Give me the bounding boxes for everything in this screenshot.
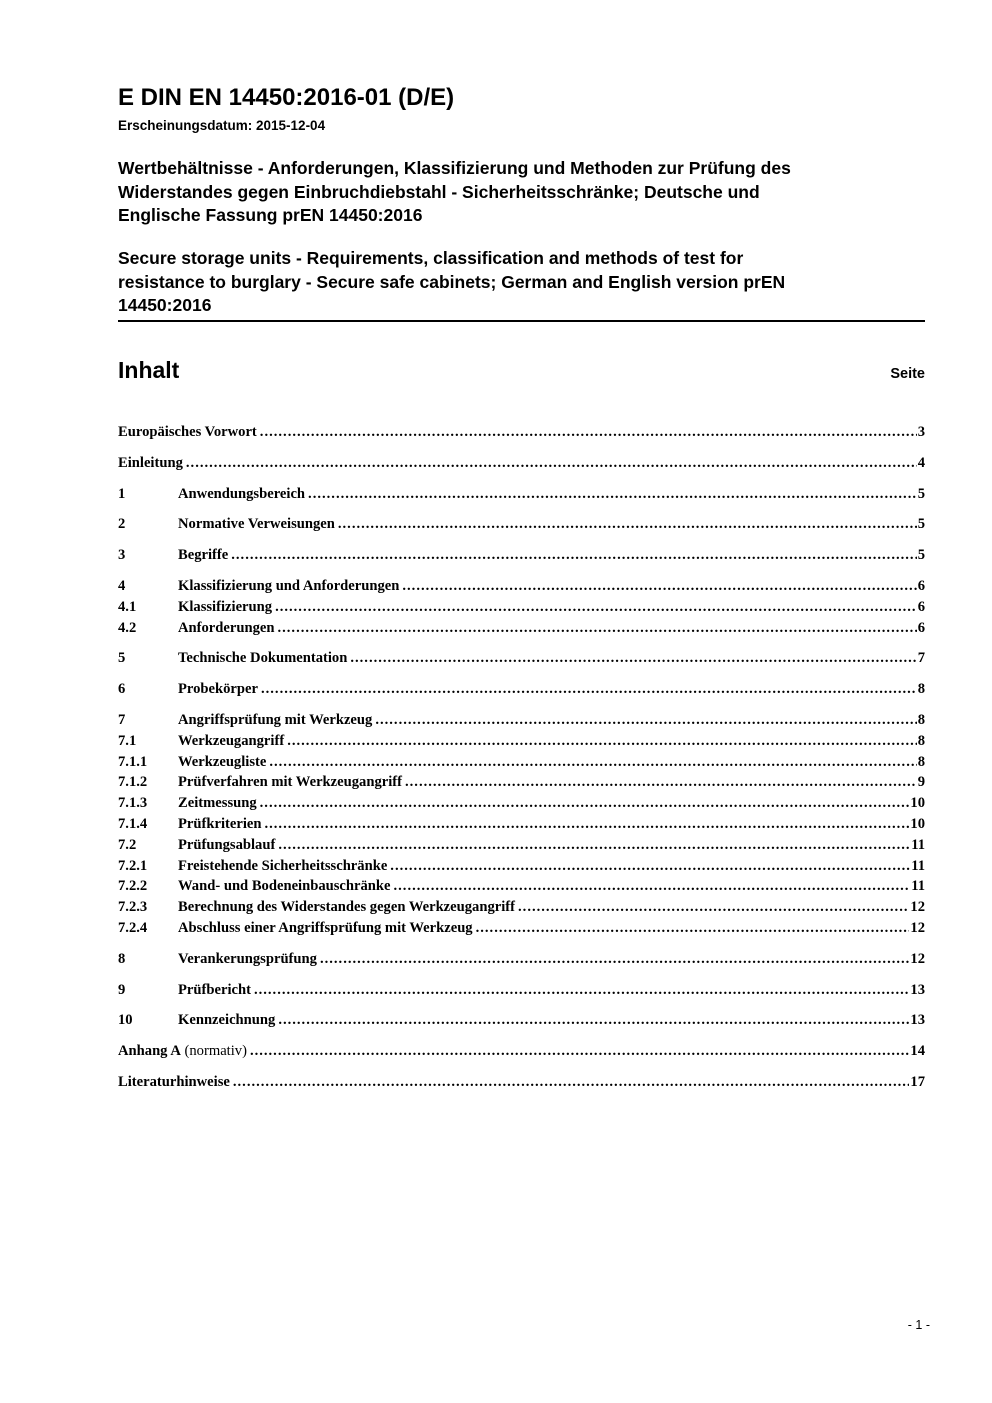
toc-leader-dots bbox=[275, 835, 910, 856]
toc-entry-page: 17 bbox=[910, 1073, 925, 1090]
toc-entry-suffix: (normativ) bbox=[180, 1043, 247, 1060]
toc-entry-number: 4 bbox=[118, 577, 126, 594]
toc-entry-page: 13 bbox=[910, 981, 925, 998]
toc-entry-number: 7.2.3 bbox=[118, 899, 148, 916]
toc-entry-label: Probekörper bbox=[178, 681, 258, 698]
toc-entry-label: Anhang A bbox=[118, 1043, 181, 1060]
toc-entry-label: Anwendungsbereich bbox=[178, 485, 306, 502]
toc-entry-label: Verankerungsprüfung bbox=[178, 950, 317, 967]
toc-entry bbox=[118, 597, 925, 618]
header-rule bbox=[118, 320, 925, 322]
toc-entry bbox=[118, 422, 925, 443]
toc-entry-page: 6 bbox=[917, 619, 925, 636]
toc-entry-page: 10 bbox=[910, 795, 925, 812]
toc-entry bbox=[118, 514, 925, 535]
toc-entry bbox=[118, 835, 925, 856]
toc-leader-dots bbox=[305, 484, 917, 505]
toc-leader-dots bbox=[257, 793, 910, 814]
toc-leader-dots bbox=[258, 679, 917, 700]
toc-entry-page: 10 bbox=[910, 815, 925, 832]
toc-entry bbox=[118, 918, 925, 939]
toc-leader-dots bbox=[272, 597, 917, 618]
toc-entry-page: 8 bbox=[917, 681, 925, 698]
toc-leader-dots bbox=[515, 897, 909, 918]
toc-entry-label: Angriffsprüfung mit Werkzeug bbox=[178, 711, 373, 728]
toc-entry-number: 5 bbox=[118, 650, 126, 667]
toc-leader-dots bbox=[274, 618, 916, 639]
toc-entry bbox=[118, 618, 925, 639]
toc-entry-label: Werkzeugangriff bbox=[178, 732, 285, 749]
toc-leader-dots bbox=[473, 918, 910, 939]
toc-entry-label: Prüfbericht bbox=[178, 981, 251, 998]
title-english bbox=[118, 247, 925, 318]
toc-leader-dots bbox=[266, 752, 916, 773]
toc-leader-dots bbox=[402, 772, 917, 793]
title-english-line: 14450:2016 bbox=[118, 295, 212, 315]
toc-entry-number: 7 bbox=[118, 711, 126, 728]
toc-entry-label: Prüfungsablauf bbox=[178, 836, 276, 853]
toc-entry bbox=[118, 980, 925, 1001]
title-german-line: Wertbehältnisse - Anforderungen, Klassifizierung und Methoden zur Prüfung des bbox=[118, 158, 791, 178]
toc-entry-number: 9 bbox=[118, 981, 126, 998]
toc-entry-label: Normative Verweisungen bbox=[178, 516, 335, 533]
toc-entry-number: 7.1.4 bbox=[118, 815, 148, 832]
toc-entry-page: 6 bbox=[917, 598, 925, 615]
toc-list bbox=[118, 422, 925, 1093]
toc-entry-label: Abschluss einer Angriffsprüfung mit Werkzeug bbox=[178, 919, 473, 936]
toc-entry-page: 8 bbox=[917, 732, 925, 749]
toc-entry-number: 6 bbox=[118, 681, 126, 698]
toc-entry-number: 8 bbox=[118, 950, 126, 967]
toc-entry-page: 3 bbox=[917, 424, 925, 440]
toc-leader-dots bbox=[230, 1072, 910, 1093]
toc-entry-page: 9 bbox=[917, 774, 925, 791]
toc-leader-dots bbox=[257, 422, 917, 443]
toc-entry-number: 7.2.1 bbox=[118, 857, 148, 874]
toc-leader-dots bbox=[372, 710, 916, 731]
toc-entry-number: 4.1 bbox=[118, 598, 137, 615]
toc-entry bbox=[118, 1072, 925, 1093]
toc-entry-page: 6 bbox=[917, 577, 925, 594]
toc-entry bbox=[118, 949, 925, 970]
toc-entry-number: 7.1.3 bbox=[118, 795, 148, 812]
toc-entry bbox=[118, 772, 925, 793]
toc-page-column-label: Seite bbox=[890, 366, 925, 382]
toc-entry-page: 8 bbox=[917, 711, 925, 728]
toc-entry bbox=[118, 752, 925, 773]
toc-entry-number: 2 bbox=[118, 516, 126, 533]
toc-entry bbox=[118, 856, 925, 877]
title-german-line: Englische Fassung prEN 14450:2016 bbox=[118, 205, 423, 225]
toc-entry bbox=[118, 545, 925, 566]
toc-entry-number: 7.2.2 bbox=[118, 878, 148, 895]
toc-leader-dots bbox=[387, 856, 910, 877]
toc-leader-dots bbox=[261, 814, 909, 835]
toc-entry-page: 13 bbox=[910, 1012, 925, 1029]
toc-entry bbox=[118, 679, 925, 700]
toc-entry bbox=[118, 576, 925, 597]
toc-entry-page: 12 bbox=[910, 950, 925, 967]
toc-entry-page: 5 bbox=[917, 485, 925, 502]
toc-entry-label: Berechnung des Widerstandes gegen Werkzeugangriff bbox=[178, 899, 516, 916]
toc-leader-dots bbox=[247, 1041, 909, 1062]
doc-number: E DIN EN 14450:2016-01 (D/E) bbox=[118, 84, 455, 111]
toc-entry-page: 4 bbox=[917, 454, 925, 471]
toc-entry bbox=[118, 484, 925, 505]
toc-leader-dots bbox=[391, 876, 911, 897]
toc-leader-dots bbox=[284, 731, 917, 752]
toc-entry-label: Begriffe bbox=[178, 547, 229, 564]
toc-entry-label: Prüfkriterien bbox=[178, 815, 262, 832]
toc-entry-number: 1 bbox=[118, 485, 126, 502]
toc-leader-dots bbox=[251, 980, 909, 1001]
toc-entry-page: 12 bbox=[910, 899, 925, 916]
toc-leader-dots bbox=[317, 949, 909, 970]
toc-entry bbox=[118, 793, 925, 814]
toc-entry-number: 3 bbox=[118, 547, 126, 564]
toc-entry-label: Klassifizierung bbox=[178, 598, 273, 615]
toc-entry-label: Wand- und Bodeneinbauschränke bbox=[178, 878, 391, 895]
toc-entry-page: 11 bbox=[911, 857, 925, 874]
toc-entry-number: 7.2.4 bbox=[118, 919, 148, 936]
toc-header bbox=[118, 357, 925, 383]
toc-entry-page: 8 bbox=[917, 753, 925, 770]
toc-entry-label: Prüfverfahren mit Werkzeugangriff bbox=[178, 774, 402, 791]
toc-entry-page: 11 bbox=[911, 836, 925, 853]
toc-entry-page: 11 bbox=[911, 878, 925, 895]
title-english-line: Secure storage units - Requirements, classification and methods of test for bbox=[118, 248, 744, 268]
toc-entry-label: Literaturhinweise bbox=[118, 1073, 230, 1090]
toc-entry-page: 7 bbox=[917, 650, 925, 667]
toc-entry-label: Werkzeugliste bbox=[178, 753, 267, 770]
toc-entry-label: Freistehende Sicherheitsschränke bbox=[178, 857, 388, 874]
publication-date: Erscheinungsdatum: 2015-12-04 bbox=[118, 118, 326, 133]
toc-entry bbox=[118, 1010, 925, 1031]
toc-entry-label: Einleitung bbox=[118, 454, 183, 471]
title-german-line: Widerstandes gegen Einbruchdiebstahl - Sicherheitsschränke; Deutsche und bbox=[118, 181, 760, 202]
toc-entry-page: 5 bbox=[917, 547, 925, 564]
toc-leader-dots bbox=[275, 1010, 909, 1031]
toc-leader-dots bbox=[335, 514, 917, 535]
toc-entry-label: Kennzeichnung bbox=[178, 1012, 276, 1029]
toc-entry bbox=[118, 897, 925, 918]
toc-entry bbox=[118, 1041, 925, 1062]
toc-entry bbox=[118, 710, 925, 731]
title-german bbox=[118, 157, 925, 228]
toc-entry bbox=[118, 453, 925, 474]
toc-entry-label: Europäisches Vorwort bbox=[118, 424, 257, 440]
toc-leader-dots bbox=[228, 545, 916, 566]
toc-heading: Inhalt bbox=[118, 357, 180, 383]
toc-entry-label: Technische Dokumentation bbox=[178, 650, 348, 667]
title-english-line: resistance to burglary - Secure safe cabinets; German and English version prEN bbox=[118, 271, 786, 292]
toc-entry-label: Zeitmessung bbox=[178, 795, 257, 812]
toc-entry bbox=[118, 814, 925, 835]
toc-entry-number: 7.1.1 bbox=[118, 753, 148, 770]
toc-entry-page: 14 bbox=[910, 1043, 925, 1060]
toc-entry-page: 12 bbox=[910, 919, 925, 936]
toc-leader-dots bbox=[399, 576, 916, 597]
toc-leader-dots bbox=[347, 648, 916, 669]
toc-entry bbox=[118, 876, 925, 897]
toc-entry bbox=[118, 648, 925, 669]
toc-entry-label: Anforderungen bbox=[178, 619, 275, 636]
toc-entry bbox=[118, 731, 925, 752]
page-number: - 1 - bbox=[907, 1318, 930, 1332]
toc-entry-label: Klassifizierung und Anforderungen bbox=[178, 577, 400, 594]
toc-entry-number: 10 bbox=[118, 1012, 133, 1029]
toc-entry-number: 7.1 bbox=[118, 732, 137, 749]
toc-entry-number: 7.1.2 bbox=[118, 774, 148, 791]
toc-entry-number: 4.2 bbox=[118, 619, 137, 636]
toc-entry-number: 7.2 bbox=[118, 836, 137, 853]
toc-entry-page: 5 bbox=[917, 516, 925, 533]
toc-leader-dots bbox=[183, 453, 917, 474]
